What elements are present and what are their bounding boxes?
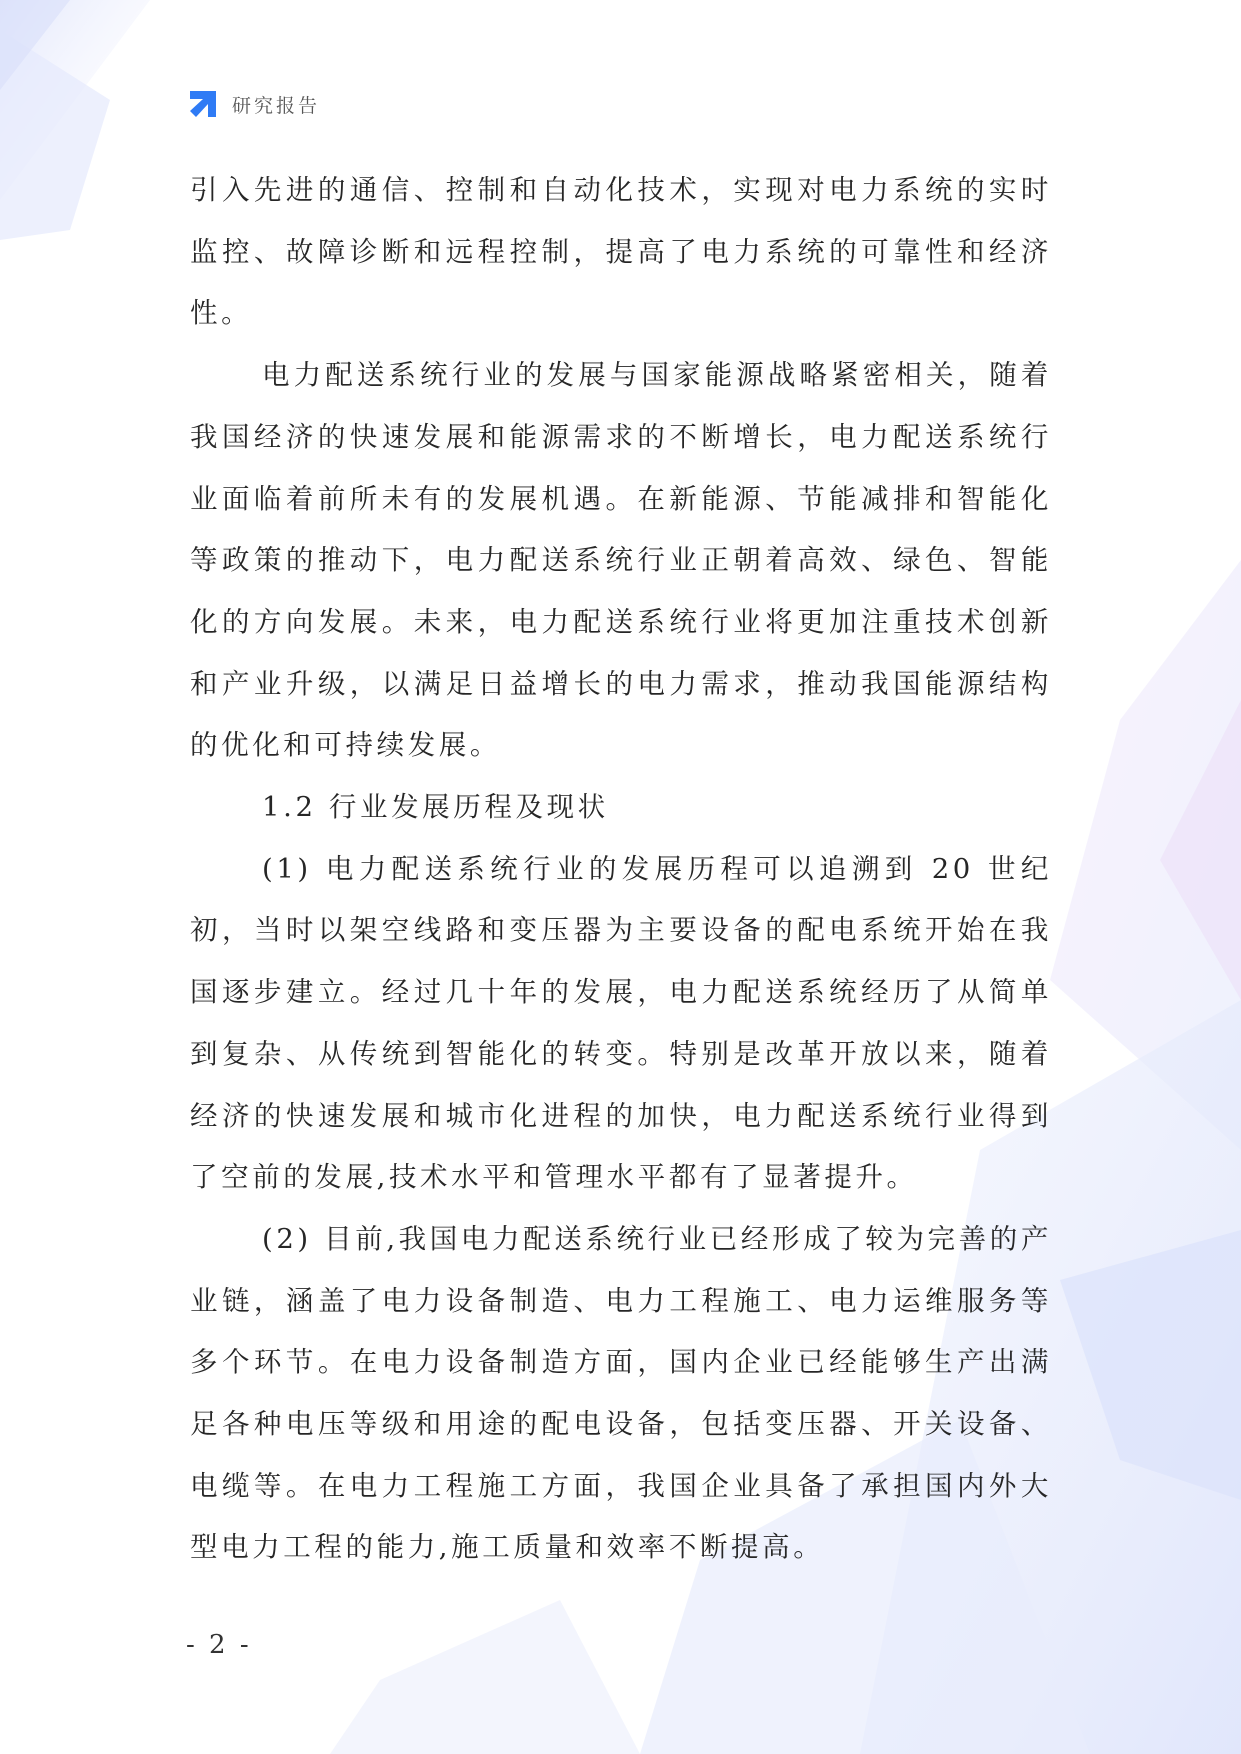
- header-title: 研究报告: [232, 94, 321, 117]
- report-header: [186, 86, 320, 122]
- paragraph: (2) 目前,我国电力配送系统行业已经形成了较为完善的产业链，涵盖了电力设备制造、电力工程施工、电力运维服务等多个环节。在电力设备制造方面，国内企业已经能够生产出满足各种电压等级和用途的配电设备，包括变压器、开关设备、电缆等。在电力工程施工方面，我国企业具备了承担国内外大型电力工程的能力,施工质量和效率不断提高。: [190, 1222, 1052, 1564]
- paragraph: (1) 电力配送系统行业的发展历程可以追溯到 20 世纪初，当时以架空线路和变压器为主要设备的配电系统开始在我国逐步建立。经过几十年的发展，电力配送系统经历了从简单到复杂、从传统到智能化的转变。特别是改革开放以来，随着经济的快速发展和城市化进程的加快，电力配送系统行业得到了空前的发展,技术水平和管理水平都有了显著提升。: [190, 852, 1052, 1194]
- paragraph: 引入先进的通信、控制和自动化技术，实现对电力系统的实时监控、故障诊断和远程控制，提高了电力系统的可靠性和经济性。: [190, 174, 1052, 330]
- paragraph: 电力配送系统行业的发展与国家能源战略紧密相关，随着我国经济的快速发展和能源需求的不断增长，电力配送系统行业面临着前所未有的发展机遇。在新能源、节能减排和智能化等政策的推动下，电力配送系统行业正朝着高效、绿色、智能化的方向发展。未来，电力配送系统行业将更加注重技术创新和产业升级，以满足日益增长的电力需求，推动我国能源结构的优化和可持续发展。: [190, 359, 1052, 762]
- page-number: - 2 -: [186, 1630, 252, 1660]
- arrow-up-right-icon: [186, 87, 220, 121]
- document-body: [190, 160, 1052, 1579]
- section-heading: 1.2 行业发展历程及现状: [262, 791, 609, 824]
